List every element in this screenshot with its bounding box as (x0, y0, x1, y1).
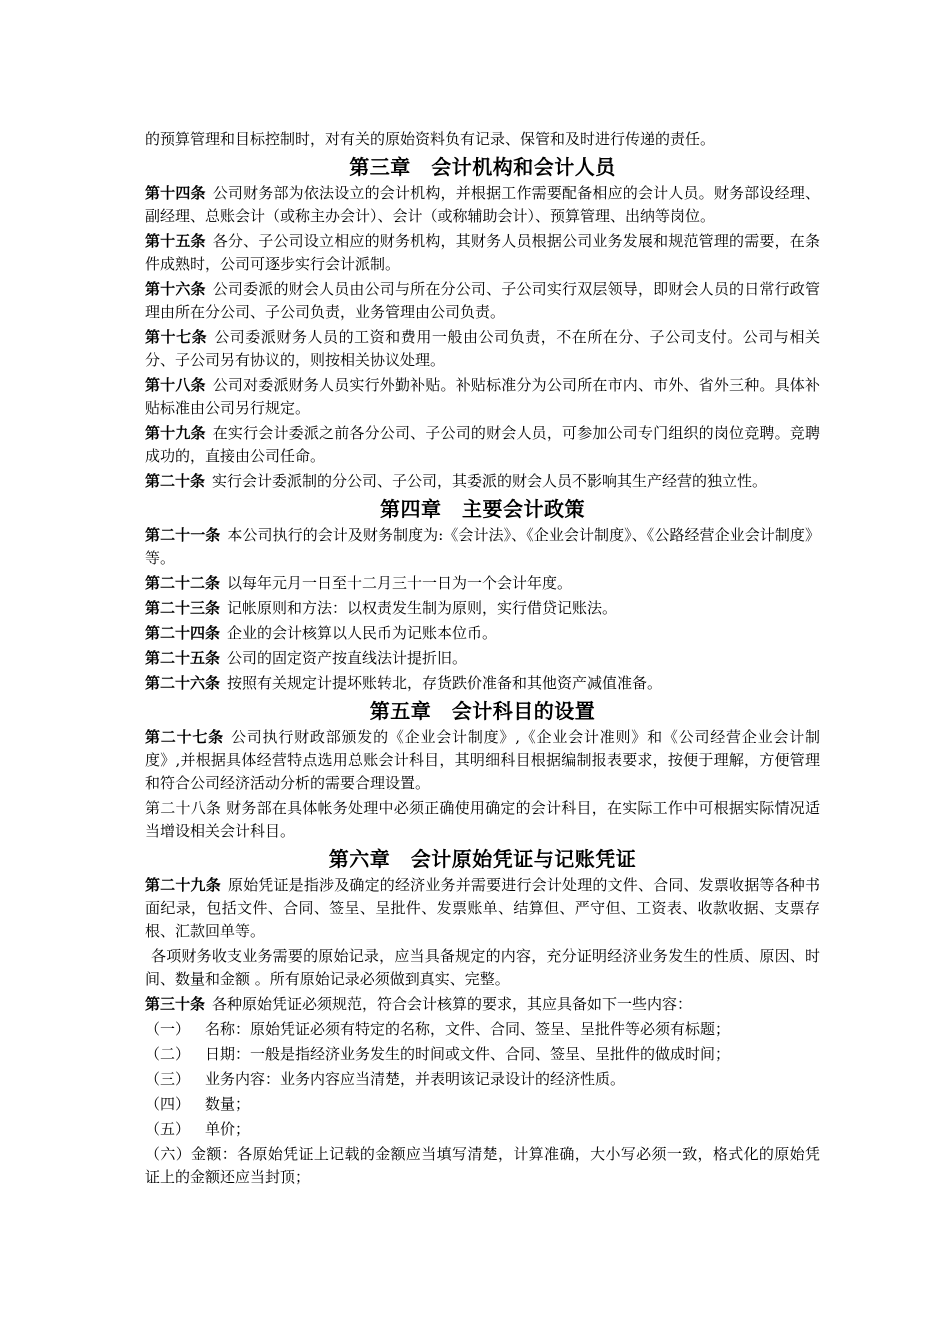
article-14 (145, 182, 820, 228)
article-27 (145, 726, 820, 795)
article-text: 各分、子公司设立相应的财务机构，其财务人员根据公司业务发展和规范管理的需要，在条件成熟时，公司可逐步实行会计派制。 (145, 232, 820, 273)
article-number: 第十五条 (145, 232, 206, 250)
chapter-4-title: 第四章 主要会计政策 (380, 497, 585, 521)
list-item (145, 1043, 820, 1066)
list-item (145, 1118, 820, 1141)
article-17 (145, 326, 820, 372)
article-number: 第十八条 (145, 376, 206, 394)
article-number: 第二十三条 (145, 599, 221, 617)
article-21 (145, 524, 820, 570)
article-text: 本公司执行的会计及财务制度为:《会计法》、《企业会计制度》、《公路经营企业会计制度》等。 (145, 526, 820, 567)
article-number: 第三十条 (145, 995, 206, 1013)
article-number: 第十四条 (145, 184, 206, 202)
document-page (145, 128, 820, 1191)
article-text: 公司对委派财务人员实行外勤补贴。补贴标准分为公司所在市内、市外、省外三种。具体补贴标准由公司另行规定。 (145, 376, 820, 417)
article-text: 原始凭证是指涉及确定的经济业务并需要进行会计处理的文件、合同、发票收据等各种书面纪录，包括文件、合同、签呈、呈批件、发票账单、结算但、严守但、工资表、收款收据、支票存根、汇款回单等。 (145, 876, 820, 940)
article-number: 第十六条 (145, 280, 206, 298)
article-number: 第二十九条 (145, 876, 221, 894)
article-number: 第十九条 (145, 424, 206, 442)
article-text: 记帐原则和方法：以权责发生制为原则，实行借贷记账法。 (227, 599, 618, 617)
article-number: 第二十六条 (145, 674, 221, 692)
article-22 (145, 572, 820, 595)
article-text: 公司委派的财会人员由公司与所在分公司、子公司实行双层领导，即财会人员的日常行政管理由所在分公司、子公司负责，业务管理由公司负责。 (145, 280, 820, 321)
item-number: （六） (145, 1145, 192, 1163)
item-number: （一） (145, 1020, 191, 1038)
article-text: 公司财务部为依法设立的会计机构，并根据工作需要配备相应的会计人员。财务部设经理、副经理、总账会计（或称主办会计）、会计（或称辅助会计）、预算管理、出纳等岗位。 (145, 184, 820, 225)
article-text: 公司委派财务人员的工资和费用一般由公司负责，不在所在分、子公司支付。公司与相关分、子公司另有协议的，则按相关协议处理。 (145, 328, 820, 369)
item-number: （四） (145, 1095, 191, 1113)
item-number: （三） (145, 1070, 191, 1088)
article-30 (145, 993, 820, 1016)
article-text: 以每年元月一日至十二月三十一日为一个会计年度。 (227, 574, 573, 592)
lead-paragraph: 的预算管理和目标控制时，对有关的原始资料负有记录、保管和及时进行传递的责任。 (145, 130, 716, 148)
list-item (145, 1068, 820, 1091)
article-text: 实行会计委派制的分公司、子公司，其委派的财会人员不影响其生产经营的独立性。 (212, 472, 768, 490)
article-20 (145, 470, 820, 493)
article-16 (145, 278, 820, 324)
article-number: 第十七条 (145, 328, 208, 346)
article-24 (145, 622, 820, 645)
item-text: 名称：原始凭证必须有特定的名称，文件、合同、签呈、呈批件等必须有标题； (205, 1020, 731, 1038)
article-25 (145, 647, 820, 670)
item-number: （五） (145, 1120, 191, 1138)
item-text: 业务内容：业务内容应当清楚，并表明该记录设计的经济性质。 (205, 1070, 626, 1088)
article-number: 第二十条 (145, 472, 206, 490)
article-19 (145, 422, 820, 468)
article-23 (145, 597, 820, 620)
article-text: 按照有关规定计提坏账转北，存货跌价准备和其他资产减值准备。 (227, 674, 663, 692)
item-number: （二） (145, 1045, 191, 1063)
article-text: 各种原始凭证必须规范，符合会计核算的要求，其应具备如下一些内容： (212, 995, 693, 1013)
chapter-6-title: 第六章 会计原始凭证与记账凭证 (328, 847, 637, 871)
chapter-5-title: 第五章 会计科目的设置 (369, 699, 596, 723)
item-text: 数量； (205, 1095, 251, 1113)
chapter-3-title: 第三章 会计机构和会计人员 (349, 155, 616, 179)
article-text: 在实行会计委派之前各分公司、子公司的财会人员，可参加公司专门组织的岗位竞聘。竞聘成功的，直接由公司任命。 (145, 424, 820, 465)
article-number: 第二十七条 (145, 728, 224, 746)
indented-paragraph: 各项财务收支业务需要的原始记录，应当具备规定的内容，充分证明经济业务发生的性质、原因、时间、数量和金额 。所有原始记录必须做到真实、完整。 (145, 947, 820, 988)
list-item (145, 1018, 820, 1041)
article-number: 第二十四条 (145, 624, 221, 642)
article-number: 第二十五条 (145, 649, 221, 667)
article-number: 第二十二条 (145, 574, 221, 592)
article-29 (145, 874, 820, 943)
article-text: 公司执行财政部颁发的《企业会计制度》,《企业会计准则》和《公司经营企业会计制度》,并根据具体经营特点选用总账会计科目，其明细科目根据编制报表要求，按便于理解，方便管理和符合公司经济活动分析的需要合理设置。 (145, 728, 820, 792)
item-text: 日期：一般是指经济业务发生的时间或文件、合同、签呈、呈批件的做成时间； (205, 1045, 731, 1063)
article-26 (145, 672, 820, 695)
article-18 (145, 374, 820, 420)
list-item (145, 1143, 820, 1189)
item-text: 单价； (205, 1120, 251, 1138)
article-text: 公司的固定资产按直线法计提折旧。 (227, 649, 468, 667)
article-15 (145, 230, 820, 276)
article-28: 第二十八条 财务部在具体帐务处理中必须正确使用确定的会计科目，在实际工作中可根据实际情况适当增设相关会计科目。 (145, 799, 820, 840)
list-item (145, 1093, 820, 1116)
article-number: 第二十一条 (145, 526, 221, 544)
article-text: 企业的会计核算以人民币为记账本位币。 (227, 624, 498, 642)
item-text: 金额：各原始凭证上记载的金额应当填写清楚，计算准确，大小写必须一致，格式化的原始凭证上的金额还应当封顶； (145, 1145, 820, 1186)
